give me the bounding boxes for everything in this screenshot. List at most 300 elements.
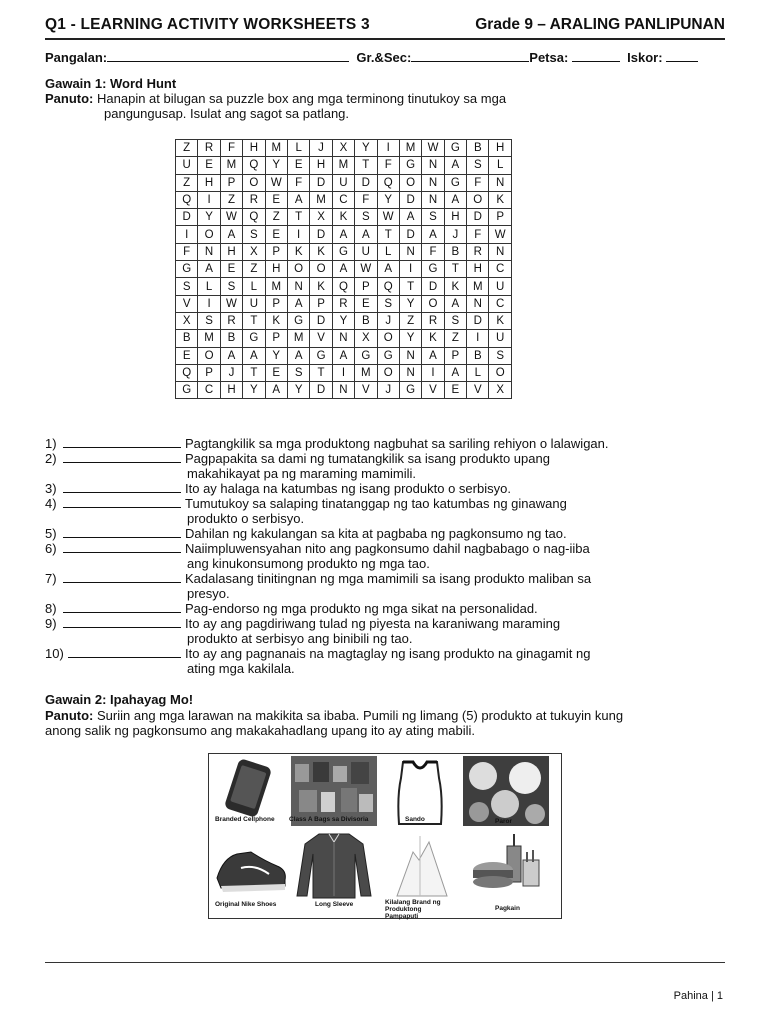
puzzle-cell[interactable]: M (265, 140, 287, 157)
answer-blank[interactable] (63, 496, 181, 508)
puzzle-cell[interactable]: Y (332, 312, 354, 329)
puzzle-cell[interactable]: Z (265, 209, 287, 226)
puzzle-cell[interactable]: P (198, 364, 220, 381)
puzzle-cell[interactable]: F (355, 191, 377, 208)
puzzle-cell[interactable]: I (287, 226, 309, 243)
puzzle-cell[interactable]: A (332, 226, 354, 243)
puzzle-cell[interactable]: I (176, 226, 198, 243)
puzzle-cell[interactable]: O (422, 295, 444, 312)
question-item (45, 451, 735, 481)
puzzle-cell[interactable]: S (220, 278, 242, 295)
panuto-label-2: Panuto: (45, 708, 94, 723)
puzzle-cell[interactable]: I (377, 140, 399, 157)
puzzle-cell[interactable]: C (489, 295, 511, 312)
puzzle-cell[interactable]: K (287, 243, 309, 260)
panuto2-text-1: Suriin ang mga larawan na makikita sa ibaba. Pumili ng limang (5) produkto at tukuyin kung (97, 708, 624, 723)
question-item (45, 601, 735, 616)
puzzle-cell[interactable]: W (422, 140, 444, 157)
puzzle-cell[interactable]: S (377, 295, 399, 312)
photo-caption: Pagkain (495, 905, 520, 912)
question-text-cont: produkto o serbisyo. (187, 511, 305, 526)
puzzle-cell[interactable]: G (310, 347, 332, 364)
puzzle-cell[interactable]: W (265, 174, 287, 191)
puzzle-cell[interactable]: H (243, 140, 265, 157)
question-number: 10) (45, 646, 64, 661)
puzzle-cell[interactable]: B (467, 140, 489, 157)
puzzle-cell[interactable]: S (198, 312, 220, 329)
puzzle-cell[interactable]: D (310, 382, 332, 399)
question-number: 9) (45, 616, 57, 631)
question-item (45, 436, 735, 451)
puzzle-cell[interactable]: H (220, 382, 242, 399)
puzzle-cell[interactable]: N (198, 243, 220, 260)
puzzle-row (176, 209, 512, 226)
gawain2-instructions (45, 708, 735, 738)
puzzle-cell[interactable]: X (310, 209, 332, 226)
grsec-label: Gr.&Sec: (356, 50, 412, 65)
puzzle-cell[interactable]: O (243, 174, 265, 191)
puzzle-cell[interactable]: O (287, 261, 309, 278)
puzzle-cell[interactable]: S (489, 347, 511, 364)
puzzle-cell[interactable]: G (332, 243, 354, 260)
puzzle-cell[interactable]: I (422, 364, 444, 381)
puzzle-cell[interactable]: X (355, 330, 377, 347)
puzzle-cell[interactable]: A (377, 261, 399, 278)
puzzle-cell[interactable]: O (377, 330, 399, 347)
puzzle-cell[interactable]: N (332, 382, 354, 399)
puzzle-cell[interactable]: A (332, 261, 354, 278)
puzzle-cell[interactable]: M (310, 191, 332, 208)
puzzle-cell[interactable]: A (422, 226, 444, 243)
puzzle-cell[interactable]: R (332, 295, 354, 312)
puzzle-cell[interactable]: E (220, 261, 242, 278)
puzzle-cell[interactable]: T (243, 312, 265, 329)
photo-caption: Kilalang Brand ng Produktong Pampaputi (385, 899, 441, 920)
puzzle-cell[interactable]: U (243, 295, 265, 312)
puzzle-cell[interactable]: A (422, 347, 444, 364)
answer-blank[interactable] (63, 601, 181, 613)
puzzle-cell[interactable]: S (467, 157, 489, 174)
puzzle-cell[interactable]: A (243, 347, 265, 364)
puzzle-cell[interactable]: M (198, 330, 220, 347)
puzzle-cell[interactable]: T (355, 157, 377, 174)
puzzle-cell[interactable]: Y (399, 295, 421, 312)
puzzle-cell[interactable]: N (422, 191, 444, 208)
puzzle-cell[interactable]: Q (332, 278, 354, 295)
puzzle-cell[interactable]: G (243, 330, 265, 347)
puzzle-cell[interactable]: Z (176, 140, 198, 157)
question-text: Tumutukoy sa salaping tinatanggap ng tao katumbas ng ginawang (185, 496, 567, 511)
puzzle-cell[interactable]: A (287, 191, 309, 208)
puzzle-cell[interactable]: V (422, 382, 444, 399)
puzzle-cell[interactable]: F (287, 174, 309, 191)
puzzle-cell[interactable]: U (332, 174, 354, 191)
puzzle-row (176, 364, 512, 381)
puzzle-cell[interactable]: H (489, 140, 511, 157)
panuto2-text-2: anong salik ng pagkonsumo ang makakahadlang upang ito ay ating mabili. (45, 723, 476, 738)
puzzle-cell[interactable]: M (467, 278, 489, 295)
puzzle-cell[interactable]: R (243, 191, 265, 208)
puzzle-cell[interactable]: D (310, 312, 332, 329)
puzzle-cell[interactable]: D (176, 209, 198, 226)
puzzle-cell[interactable]: L (489, 157, 511, 174)
puzzle-cell[interactable]: N (399, 243, 421, 260)
puzzle-cell[interactable]: C (489, 261, 511, 278)
worksheet-title: Q1 - LEARNING ACTIVITY WORKSHEETS 3 (45, 16, 370, 33)
puzzle-cell[interactable]: Z (444, 330, 466, 347)
puzzle-cell[interactable]: O (310, 261, 332, 278)
puzzle-cell[interactable]: A (444, 191, 466, 208)
puzzle-cell[interactable]: Q (377, 278, 399, 295)
puzzle-cell[interactable]: W (220, 295, 242, 312)
puzzle-cell[interactable]: G (444, 140, 466, 157)
puzzle-cell[interactable]: J (310, 140, 332, 157)
puzzle-cell[interactable]: A (444, 157, 466, 174)
puzzle-cell[interactable]: P (265, 243, 287, 260)
puzzle-cell[interactable]: B (355, 312, 377, 329)
puzzle-cell[interactable]: F (220, 140, 242, 157)
question-number: 1) (45, 436, 57, 451)
puzzle-cell[interactable]: H (467, 261, 489, 278)
puzzle-cell[interactable]: P (265, 330, 287, 347)
puzzle-cell[interactable]: U (176, 157, 198, 174)
puzzle-cell[interactable]: P (220, 174, 242, 191)
puzzle-cell[interactable]: C (332, 191, 354, 208)
puzzle-cell[interactable]: M (287, 330, 309, 347)
subject-title: Grade 9 – ARALING PANLIPUNAN (475, 16, 725, 33)
question-text: Pagtangkilik sa mga produktong nagbuhat sa sariling rehiyon o lalawigan. (185, 436, 609, 451)
grsec-field[interactable] (411, 50, 529, 62)
puzzle-cell[interactable]: H (310, 157, 332, 174)
puzzle-cell[interactable]: R (422, 312, 444, 329)
puzzle-cell[interactable]: L (243, 278, 265, 295)
puzzle-cell[interactable]: J (220, 364, 242, 381)
answer-blank[interactable] (63, 481, 181, 493)
puzzle-cell[interactable]: Z (220, 191, 242, 208)
puzzle-cell[interactable]: I (467, 330, 489, 347)
puzzle-cell[interactable]: K (489, 312, 511, 329)
puzzle-cell[interactable]: Z (243, 261, 265, 278)
puzzle-cell[interactable]: V (467, 382, 489, 399)
puzzle-cell[interactable]: U (489, 330, 511, 347)
puzzle-cell[interactable]: E (287, 157, 309, 174)
puzzle-cell[interactable]: A (287, 347, 309, 364)
puzzle-cell[interactable]: N (399, 364, 421, 381)
puzzle-cell[interactable]: D (310, 174, 332, 191)
question-text: Naiimpluwensyahan nito ang pagkonsumo dahil nagbabago o nag-iiba (185, 541, 590, 556)
puzzle-cell[interactable]: E (444, 382, 466, 399)
gawain1-title: Gawain 1: Word Hunt (45, 76, 177, 91)
photo-caption: Paror (495, 818, 512, 825)
puzzle-cell[interactable]: N (399, 347, 421, 364)
iskor-field[interactable] (666, 50, 698, 62)
page-header (45, 14, 725, 40)
puzzle-cell[interactable]: A (332, 347, 354, 364)
puzzle-cell[interactable]: D (399, 226, 421, 243)
puzzle-cell[interactable]: Y (265, 157, 287, 174)
puzzle-cell[interactable]: H (220, 243, 242, 260)
puzzle-row (176, 330, 512, 347)
puzzle-cell[interactable]: T (399, 278, 421, 295)
puzzle-row (176, 174, 512, 191)
whitening-product-image (377, 830, 463, 900)
puzzle-cell[interactable]: E (176, 347, 198, 364)
puzzle-cell[interactable]: M (265, 278, 287, 295)
puzzle-cell[interactable]: D (467, 312, 489, 329)
puzzle-cell[interactable]: T (310, 364, 332, 381)
puzzle-cell[interactable]: E (265, 191, 287, 208)
puzzle-cell[interactable]: M (355, 364, 377, 381)
puzzle-cell[interactable]: L (467, 364, 489, 381)
puzzle-cell[interactable]: K (265, 312, 287, 329)
puzzle-cell[interactable]: V (176, 295, 198, 312)
puzzle-cell[interactable]: G (176, 382, 198, 399)
iskor-label: Iskor: (627, 50, 663, 65)
puzzle-cell[interactable]: A (399, 209, 421, 226)
puzzle-cell[interactable]: K (444, 278, 466, 295)
puzzle-cell[interactable]: Y (377, 191, 399, 208)
puzzle-cell[interactable]: H (265, 261, 287, 278)
answer-blank[interactable] (63, 571, 181, 583)
puzzle-cell[interactable]: V (310, 330, 332, 347)
puzzle-cell[interactable]: N (422, 157, 444, 174)
puzzle-cell[interactable]: G (287, 312, 309, 329)
question-text-cont: makahikayat pa ng maraming mamimili. (187, 466, 417, 481)
puzzle-cell[interactable]: K (310, 243, 332, 260)
puzzle-row (176, 278, 512, 295)
puzzle-cell[interactable]: R (198, 140, 220, 157)
puzzle-cell[interactable]: G (355, 347, 377, 364)
puzzle-cell[interactable]: T (287, 209, 309, 226)
puzzle-cell[interactable]: X (243, 243, 265, 260)
puzzle-cell[interactable]: M (332, 157, 354, 174)
puzzle-cell[interactable]: I (399, 261, 421, 278)
puzzle-cell[interactable]: D (355, 174, 377, 191)
puzzle-cell[interactable]: E (265, 226, 287, 243)
puzzle-cell[interactable]: G (444, 174, 466, 191)
question-number: 3) (45, 481, 57, 496)
puzzle-cell[interactable]: Y (399, 330, 421, 347)
puzzle-cell[interactable]: N (422, 174, 444, 191)
petsa-field[interactable] (572, 50, 620, 62)
question-text: Kadalasang tinitingnan ng mga mamimili sa isang produkto maliban sa (185, 571, 592, 586)
puzzle-cell[interactable]: Q (176, 364, 198, 381)
answer-blank[interactable] (63, 436, 181, 448)
puzzle-cell[interactable]: Z (399, 312, 421, 329)
puzzle-cell[interactable]: Q (176, 191, 198, 208)
answer-blank[interactable] (63, 526, 181, 538)
puzzle-cell[interactable]: E (265, 364, 287, 381)
puzzle-cell[interactable]: X (176, 312, 198, 329)
puzzle-cell[interactable]: P (355, 278, 377, 295)
puzzle-row (176, 312, 512, 329)
puzzle-cell[interactable]: W (377, 209, 399, 226)
puzzle-cell[interactable]: D (467, 209, 489, 226)
puzzle-cell[interactable]: K (310, 278, 332, 295)
question-item (45, 571, 735, 601)
word-hunt-puzzle[interactable] (175, 139, 512, 399)
puzzle-cell[interactable]: B (467, 347, 489, 364)
puzzle-cell[interactable]: A (444, 295, 466, 312)
puzzle-cell[interactable]: Y (265, 347, 287, 364)
puzzle-cell[interactable]: N (489, 243, 511, 260)
puzzle-cell[interactable]: D (310, 226, 332, 243)
puzzle-cell[interactable]: I (198, 295, 220, 312)
puzzle-cell[interactable]: T (243, 364, 265, 381)
question-item (45, 526, 735, 541)
puzzle-cell[interactable]: Q (377, 174, 399, 191)
puzzle-cell[interactable]: M (220, 157, 242, 174)
long-sleeve-image (291, 830, 377, 900)
question-item (45, 496, 735, 526)
puzzle-cell[interactable]: N (287, 278, 309, 295)
question-list (45, 436, 735, 676)
puzzle-cell[interactable]: Q (243, 209, 265, 226)
puzzle-cell[interactable]: S (355, 209, 377, 226)
puzzle-cell[interactable]: A (198, 261, 220, 278)
puzzle-cell[interactable]: N (467, 295, 489, 312)
puzzle-cell[interactable]: K (422, 330, 444, 347)
puzzle-cell[interactable]: O (467, 191, 489, 208)
name-field[interactable] (107, 50, 349, 62)
puzzle-cell[interactable]: K (489, 191, 511, 208)
puzzle-cell[interactable]: J (444, 226, 466, 243)
puzzle-row (176, 295, 512, 312)
question-text-cont: presyo. (187, 586, 230, 601)
puzzle-cell[interactable]: A (355, 226, 377, 243)
puzzle-cell[interactable]: H (444, 209, 466, 226)
puzzle-row (176, 347, 512, 364)
puzzle-cell[interactable]: J (377, 382, 399, 399)
puzzle-cell[interactable]: F (377, 157, 399, 174)
puzzle-cell[interactable]: T (377, 226, 399, 243)
puzzle-cell[interactable]: S (422, 209, 444, 226)
puzzle-cell[interactable]: A (287, 295, 309, 312)
photo-caption: Long Sleeve (315, 901, 354, 908)
puzzle-cell[interactable]: B (444, 243, 466, 260)
puzzle-cell[interactable]: W (355, 261, 377, 278)
question-item (45, 481, 735, 496)
puzzle-cell[interactable]: B (176, 330, 198, 347)
puzzle-cell[interactable]: A (220, 226, 242, 243)
question-text-cont: ating mga kakilala. (187, 661, 295, 676)
puzzle-cell[interactable]: A (220, 347, 242, 364)
puzzle-cell[interactable]: F (467, 174, 489, 191)
puzzle-cell[interactable]: O (198, 226, 220, 243)
puzzle-cell[interactable]: S (444, 312, 466, 329)
puzzle-cell[interactable]: W (220, 209, 242, 226)
puzzle-cell[interactable]: H (198, 174, 220, 191)
puzzle-cell[interactable]: S (176, 278, 198, 295)
puzzle-cell[interactable]: F (422, 243, 444, 260)
puzzle-cell[interactable]: N (489, 174, 511, 191)
answer-blank[interactable] (63, 451, 181, 463)
puzzle-cell[interactable]: P (444, 347, 466, 364)
puzzle-cell[interactable]: F (467, 226, 489, 243)
photo-caption: Class A Bags sa Divisoria (289, 816, 369, 823)
puzzle-cell[interactable]: O (489, 364, 511, 381)
question-number: 6) (45, 541, 57, 556)
puzzle-cell[interactable]: R (467, 243, 489, 260)
puzzle-cell[interactable]: N (332, 330, 354, 347)
puzzle-cell[interactable]: S (287, 364, 309, 381)
puzzle-cell[interactable]: U (355, 243, 377, 260)
puzzle-cell[interactable]: O (377, 364, 399, 381)
shoes-image (211, 830, 291, 900)
puzzle-row (176, 191, 512, 208)
puzzle-cell[interactable]: M (399, 140, 421, 157)
puzzle-cell[interactable]: L (198, 278, 220, 295)
puzzle-cell[interactable]: P (265, 295, 287, 312)
puzzle-cell[interactable]: R (220, 312, 242, 329)
puzzle-row (176, 157, 512, 174)
answer-blank[interactable] (63, 541, 181, 553)
puzzle-cell[interactable]: E (198, 157, 220, 174)
puzzle-cell[interactable]: Y (287, 382, 309, 399)
puzzle-cell[interactable]: Q (243, 157, 265, 174)
photo-caption: Sando (405, 816, 425, 823)
puzzle-cell[interactable]: P (489, 209, 511, 226)
puzzle-cell[interactable]: W (489, 226, 511, 243)
puzzle-cell[interactable]: G (399, 157, 421, 174)
petsa-label: Petsa: (529, 50, 569, 65)
puzzle-cell[interactable]: Z (176, 174, 198, 191)
puzzle-cell[interactable]: G (399, 382, 421, 399)
puzzle-cell[interactable]: P (310, 295, 332, 312)
panuto-label: Panuto: (45, 91, 94, 106)
puzzle-row (176, 261, 512, 278)
question-number: 8) (45, 601, 57, 616)
answer-blank[interactable] (68, 646, 181, 658)
puzzle-cell[interactable]: A (444, 364, 466, 381)
puzzle-cell[interactable]: Y (243, 382, 265, 399)
puzzle-cell[interactable]: D (399, 191, 421, 208)
puzzle-cell[interactable]: D (422, 278, 444, 295)
puzzle-cell[interactable]: G (422, 261, 444, 278)
puzzle-cell[interactable]: L (287, 140, 309, 157)
puzzle-cell[interactable]: E (355, 295, 377, 312)
puzzle-cell[interactable]: C (198, 382, 220, 399)
puzzle-cell[interactable]: X (489, 382, 511, 399)
puzzle-cell[interactable]: I (332, 364, 354, 381)
puzzle-cell[interactable]: V (355, 382, 377, 399)
puzzle-cell[interactable]: K (332, 209, 354, 226)
question-item (45, 616, 735, 646)
puzzle-cell[interactable]: G (176, 261, 198, 278)
puzzle-cell[interactable]: Y (355, 140, 377, 157)
puzzle-cell[interactable]: A (265, 382, 287, 399)
puzzle-cell[interactable]: L (377, 243, 399, 260)
question-text: Ito ay ang pagnanais na magtaglay ng isang produkto na ginagamit ng (185, 646, 591, 661)
puzzle-cell[interactable]: B (220, 330, 242, 347)
parol-image (463, 756, 549, 826)
puzzle-cell[interactable]: G (377, 347, 399, 364)
puzzle-cell[interactable]: S (243, 226, 265, 243)
puzzle-cell[interactable]: X (332, 140, 354, 157)
puzzle-cell[interactable]: F (176, 243, 198, 260)
puzzle-row (176, 226, 512, 243)
puzzle-cell[interactable]: Y (198, 209, 220, 226)
puzzle-cell[interactable]: O (399, 174, 421, 191)
puzzle-cell[interactable]: T (444, 261, 466, 278)
puzzle-cell[interactable]: O (198, 347, 220, 364)
puzzle-cell[interactable]: J (377, 312, 399, 329)
name-label: Pangalan: (45, 50, 108, 65)
question-item (45, 646, 735, 676)
puzzle-cell[interactable]: I (198, 191, 220, 208)
answer-blank[interactable] (63, 616, 181, 628)
puzzle-cell[interactable]: U (489, 278, 511, 295)
